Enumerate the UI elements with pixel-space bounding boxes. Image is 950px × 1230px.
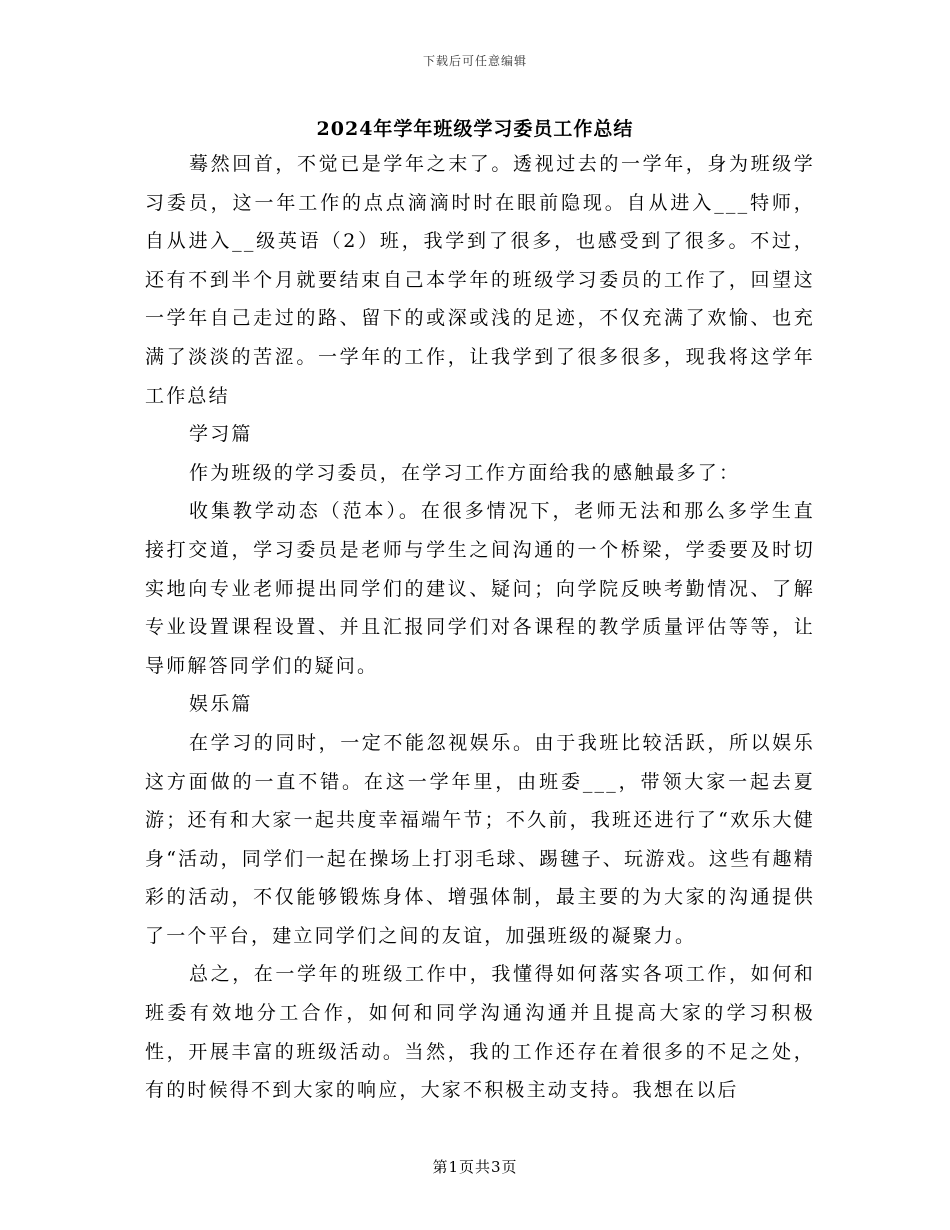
header-note: 下载后可任意编辑 — [422, 54, 527, 68]
paragraph-entertainment: 在学习的同时，一定不能忽视娱乐。由于我班比较活跃，所以娱乐这方面做的一直不错。在这一学年里，由班委___，带领大家一起去夏游；还有和大家一起共度幸福端午节；不久前，我班还进行了“欢乐大健身“活动，同学们一起在操场上打羽毛球、踢毽子、玩游戏。这些有趣精彩的活动，不仅能够锻炼身体、增强体制，最主要的为大家的沟通提供了一个平台，建立同学们之间的友谊，加强班级的凝聚力。 — [145, 731, 815, 947]
paragraph-study-detail: 收集教学动态（范本）。在很多情况下，老师无法和那么多学生直接打交道，学习委员是老师与学生之间沟通的一个桥梁，学委要及时切实地向专业老师提出同学们的建议、疑问；向学院反映考勤情况、了解专业设置课程设置、并且汇报同学们对各课程的教学质量评估等等，让导师解答同学们的疑问。 — [145, 500, 815, 677]
paragraph-study-lead: 作为班级的学习委员，在学习工作方面给我的感触最多了： — [189, 461, 741, 484]
document-title: 2024年学年班级学习委员工作总结 — [316, 118, 634, 140]
paragraph-summary: 总之，在一学年的班级工作中，我懂得如何落实各项工作，如何和班委有效地分工合作，如何和同学沟通沟通并且提高大家的学习积极性，开展丰富的班级活动。当然，我的工作还存在着很多的不足之处，有的时候得不到大家的响应，大家不积极主动支持。我想在以后 — [145, 963, 815, 1102]
section-heading-entertainment: 娱乐篇 — [189, 693, 253, 716]
page-number-footer: 第1页共3页 — [432, 1158, 518, 1176]
paragraph-intro: 蓦然回首，不觉已是学年之末了。透视过去的一学年，身为班级学习委员，这一年工作的点点滴滴时时在眼前隐现。自从进入___特师，自从进入__级英语（2）班，我学到了很多，也感受到了很多。不过，还有不到半个月就要结束自己本学年的班级学习委员的工作了，回望这一学年自己走过的路、留下的或深或浅的足迹，不仅充满了欢愉、也充满了淡淡的苦涩。一学年的工作，让我学到了很多很多，现我将这学年工作总结 — [145, 153, 815, 407]
section-heading-study: 学习篇 — [189, 423, 253, 446]
document-body — [145, 145, 815, 1110]
